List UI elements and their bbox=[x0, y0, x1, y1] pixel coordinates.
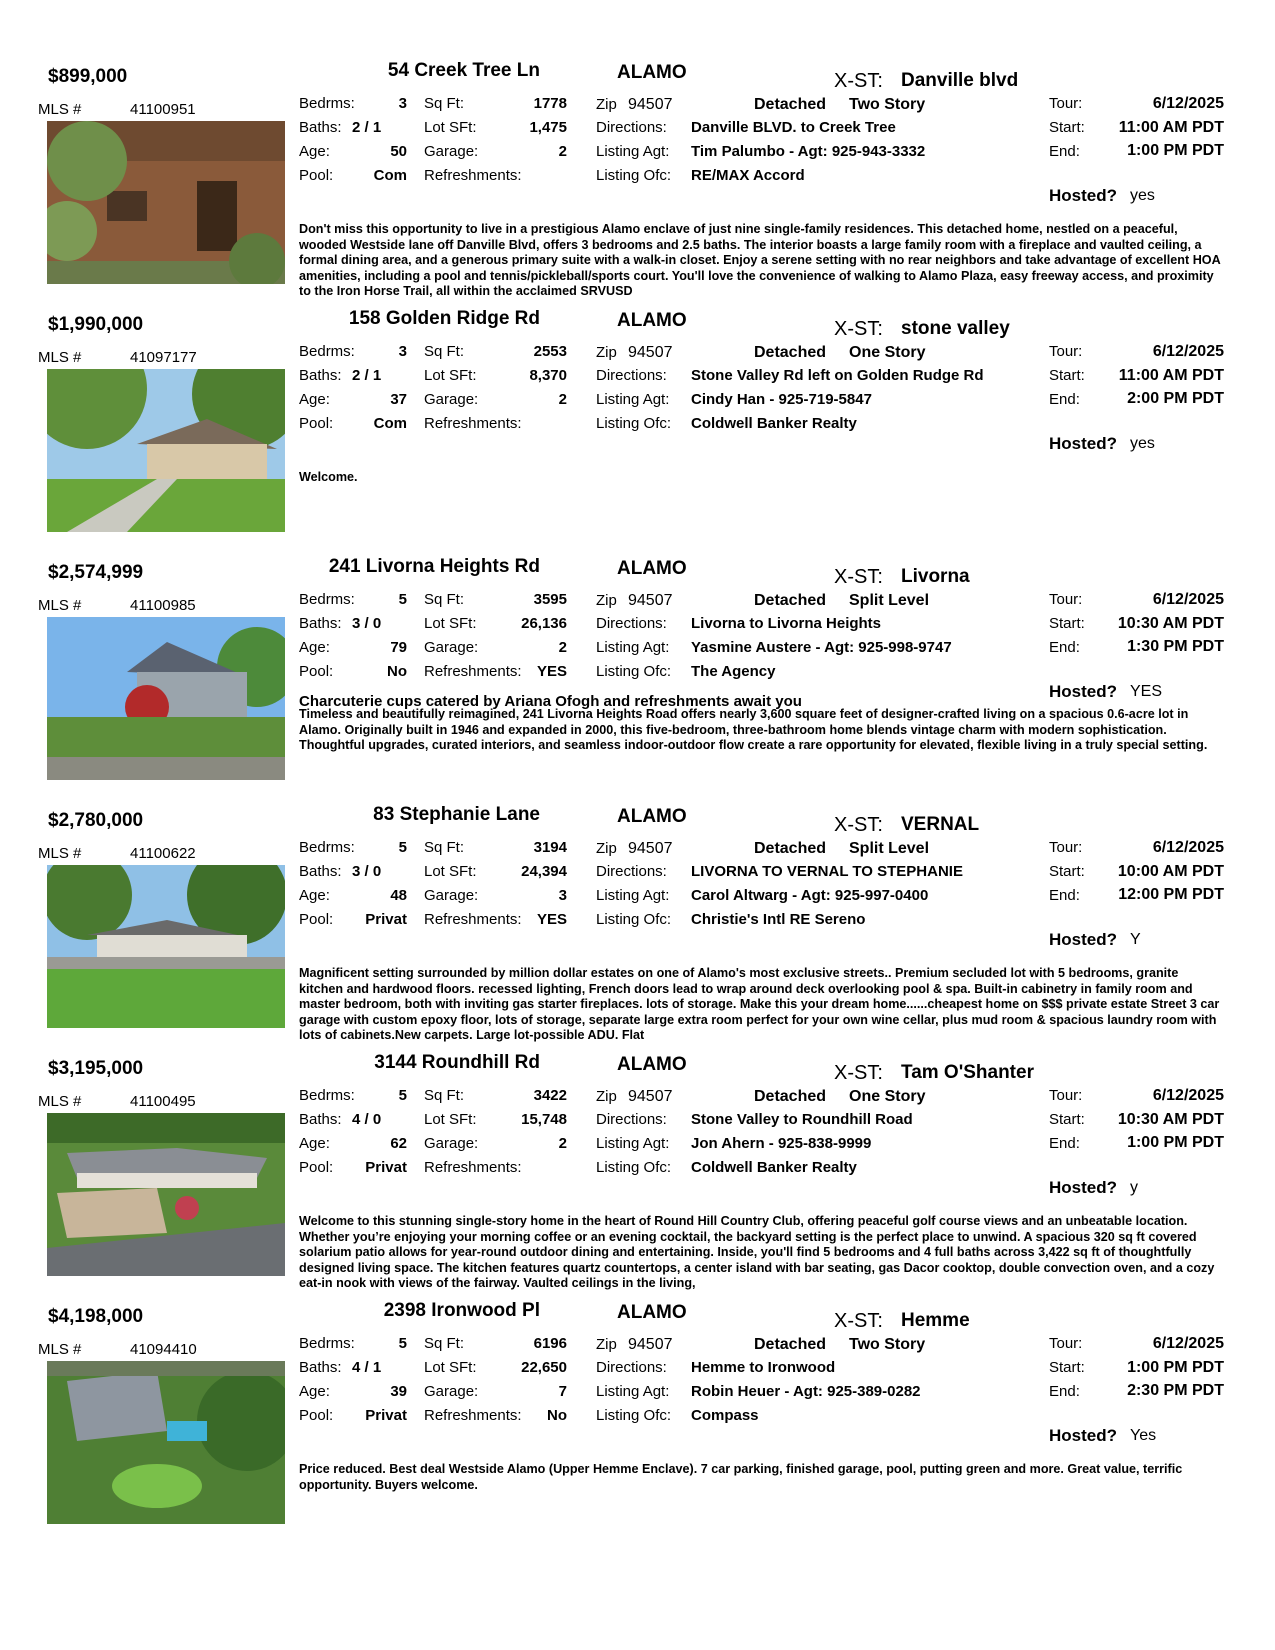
zip-label: Zip bbox=[596, 840, 617, 857]
tour-label: Tour: bbox=[1049, 95, 1083, 112]
property-style: Split Level bbox=[849, 592, 930, 609]
listing-card bbox=[0, 552, 1275, 812]
hosted-value: yes bbox=[1130, 187, 1155, 204]
hosted-label: Hosted? bbox=[1049, 1178, 1117, 1197]
hosted-label: Hosted? bbox=[1049, 186, 1117, 205]
lotsft-label: Lot SFt: bbox=[424, 119, 477, 136]
listing-office-value: The Agency bbox=[691, 663, 776, 680]
directions-value: Danville BLVD. to Creek Tree bbox=[691, 119, 896, 136]
bedrms-value: 5 bbox=[398, 839, 407, 856]
listing-agent-label: Listing Agt: bbox=[596, 391, 670, 408]
mls-number: 41100495 bbox=[130, 1093, 196, 1110]
listing-city: ALAMO bbox=[617, 62, 687, 83]
start-time: 11:00 AM PDT bbox=[1118, 367, 1224, 384]
bedrms-value: 5 bbox=[398, 591, 407, 608]
sqft-value: 3422 bbox=[533, 1087, 567, 1104]
hosted-value: Y bbox=[1130, 931, 1141, 948]
listing-photo-gray-house-red-tree-blue-sky bbox=[47, 617, 285, 780]
end-time: 1:30 PM PDT bbox=[1127, 638, 1224, 655]
zip-label: Zip bbox=[596, 344, 617, 361]
baths-value: 3 / 0 bbox=[352, 615, 382, 632]
listing-city: ALAMO bbox=[617, 806, 687, 827]
listing-address: 158 Golden Ridge Rd bbox=[348, 308, 540, 329]
listing-city: ALAMO bbox=[617, 558, 687, 579]
pool-label: Pool: bbox=[299, 1407, 334, 1424]
garage-value: 2 bbox=[558, 391, 567, 408]
listing-office-value: Christie's Intl RE Sereno bbox=[691, 911, 866, 928]
bedrms-label: Bedrms: bbox=[299, 95, 355, 112]
lotsft-value: 15,748 bbox=[521, 1111, 567, 1128]
start-time: 1:00 PM PDT bbox=[1127, 1359, 1224, 1376]
property-type: Detached bbox=[754, 1336, 827, 1353]
tour-date: 6/12/2025 bbox=[1152, 95, 1224, 112]
start-label: Start: bbox=[1049, 367, 1085, 384]
property-style: One Story bbox=[849, 344, 926, 361]
pool-label: Pool: bbox=[299, 1159, 334, 1176]
cross-street-value: Tam O'Shanter bbox=[901, 1062, 1034, 1083]
hosted-value: YES bbox=[1130, 683, 1163, 700]
sqft-value: 1778 bbox=[533, 95, 567, 112]
listing-card bbox=[0, 1048, 1275, 1308]
directions-label: Directions: bbox=[596, 615, 667, 632]
cross-street-label: X-ST: bbox=[834, 1062, 883, 1084]
mls-number: 41094410 bbox=[130, 1341, 197, 1358]
age-value: 50 bbox=[390, 143, 407, 160]
age-value: 79 bbox=[390, 639, 407, 656]
zip-value: 94507 bbox=[628, 344, 673, 361]
zip-value: 94507 bbox=[628, 1336, 673, 1353]
baths-label: Baths: bbox=[299, 1359, 342, 1376]
sqft-value: 2553 bbox=[533, 343, 567, 360]
mls-label: MLS # bbox=[38, 1093, 82, 1110]
age-value: 62 bbox=[390, 1135, 407, 1152]
bedrms-label: Bedrms: bbox=[299, 591, 355, 608]
tour-date: 6/12/2025 bbox=[1152, 343, 1224, 360]
listing-agent-label: Listing Agt: bbox=[596, 1135, 670, 1152]
baths-value: 3 / 0 bbox=[352, 863, 382, 880]
property-type: Detached bbox=[754, 592, 827, 609]
mls-label: MLS # bbox=[38, 1341, 82, 1358]
baths-value: 4 / 1 bbox=[352, 1359, 382, 1376]
listing-address: 83 Stephanie Lane bbox=[373, 804, 540, 825]
directions-label: Directions: bbox=[596, 1111, 667, 1128]
listing-description: Magnificent setting surrounded by million dollar estates on one of Alamo's most exclusive streets.. Premium secluded lot with 5 bedrooms, granite kitchen and hardwood floors. recessed lighting, French doors lead to wrap around deck overlooking pool & spa. Built-in cabinetry in family room and master bedroom, both with inviting gas starter fireplaces. lots of storage. Make this your dream home......cheapest home on $$$ private estate Street 3 car garage with custom epoxy floor, lots of storage, separate large extra room perfect for your own wine cellar, plus mud room & spacious laundry room with lots of cabinets.New carpets. Large lot-possible ADU. Flat bbox=[299, 966, 1220, 1043]
listing-city: ALAMO bbox=[617, 310, 687, 331]
directions-label: Directions: bbox=[596, 367, 667, 384]
end-label: End: bbox=[1049, 143, 1080, 160]
property-style: Two Story bbox=[849, 96, 926, 113]
lotsft-value: 24,394 bbox=[521, 863, 567, 880]
start-label: Start: bbox=[1049, 119, 1085, 136]
listing-description: Don't miss this opportunity to live in a prestigious Alamo enclave of just nine single-family residences. This detached home, nestled on a peaceful, wooded Westside lane off Danville Blvd, offers 3 bedrooms and 2.5 baths. The interior boasts a large family room with a fireplace and vaulted ceiling, a formal dining area, and a generous primary suite with a walk-in closet. Enjoy a serene setting with no rear neighbors and take advantage of excellent HOA amenities, including a pool and tennis/pickleball/sports court. You'll love the convenience of walking to Alamo Plaza, easy freeway access, and proximity to the Iron Horse Trail, all within the acclaimed SRVUSD bbox=[299, 222, 1221, 299]
pool-label: Pool: bbox=[299, 663, 334, 680]
listing-photo-aerial-estate-pool-putting-green bbox=[47, 1361, 285, 1524]
age-value: 48 bbox=[390, 887, 407, 904]
baths-label: Baths: bbox=[299, 615, 342, 632]
listing-price: $2,574,999 bbox=[48, 562, 144, 583]
property-type: Detached bbox=[754, 1088, 827, 1105]
garage-label: Garage: bbox=[424, 887, 479, 904]
start-time: 10:30 AM PDT bbox=[1117, 615, 1224, 632]
start-time: 11:00 AM PDT bbox=[1118, 119, 1224, 136]
zip-label: Zip bbox=[596, 96, 617, 113]
listing-office-label: Listing Ofc: bbox=[596, 911, 672, 928]
end-label: End: bbox=[1049, 1135, 1080, 1152]
garage-value: 2 bbox=[558, 1135, 567, 1152]
garage-value: 2 bbox=[558, 639, 567, 656]
pool-value: Privat bbox=[365, 1407, 407, 1424]
cross-street-label: X-ST: bbox=[834, 566, 883, 588]
cross-street-label: X-ST: bbox=[834, 1310, 883, 1332]
refreshments-label: Refreshments: bbox=[424, 911, 522, 928]
listing-agent-label: Listing Agt: bbox=[596, 143, 670, 160]
pool-value: No bbox=[387, 663, 407, 680]
tour-date: 6/12/2025 bbox=[1152, 839, 1224, 856]
directions-value: Hemme to Ironwood bbox=[691, 1359, 836, 1376]
listing-card bbox=[0, 800, 1275, 1060]
mls-number: 41100622 bbox=[130, 845, 196, 862]
refreshments-label: Refreshments: bbox=[424, 1159, 522, 1176]
refreshments-label: Refreshments: bbox=[424, 415, 522, 432]
listing-office-value: RE/MAX Accord bbox=[691, 167, 805, 184]
listing-address: 3144 Roundhill Rd bbox=[374, 1052, 540, 1073]
refreshments-label: Refreshments: bbox=[424, 663, 522, 680]
hosted-value: Yes bbox=[1130, 1427, 1157, 1444]
listing-agent-value: Tim Palumbo - Agt: 925-943-3332 bbox=[691, 143, 926, 160]
start-time: 10:30 AM PDT bbox=[1117, 1111, 1224, 1128]
bedrms-value: 3 bbox=[398, 95, 407, 112]
end-label: End: bbox=[1049, 887, 1080, 904]
end-label: End: bbox=[1049, 391, 1080, 408]
pool-label: Pool: bbox=[299, 415, 334, 432]
garage-value: 3 bbox=[558, 887, 567, 904]
directions-label: Directions: bbox=[596, 119, 667, 136]
listing-card bbox=[0, 304, 1275, 564]
garage-value: 7 bbox=[558, 1383, 567, 1400]
lotsft-label: Lot SFt: bbox=[424, 367, 477, 384]
lotsft-value: 22,650 bbox=[521, 1359, 567, 1376]
pool-label: Pool: bbox=[299, 167, 334, 184]
bedrms-label: Bedrms: bbox=[299, 1335, 355, 1352]
sqft-label: Sq Ft: bbox=[424, 1087, 465, 1104]
listing-office-label: Listing Ofc: bbox=[596, 1159, 672, 1176]
property-style: Two Story bbox=[849, 1336, 926, 1353]
age-value: 37 bbox=[390, 391, 407, 408]
directions-label: Directions: bbox=[596, 1359, 667, 1376]
sqft-label: Sq Ft: bbox=[424, 1335, 465, 1352]
lotsft-label: Lot SFt: bbox=[424, 1359, 477, 1376]
listing-photo-aerial-ranch-house-paver-driveway bbox=[47, 1113, 285, 1276]
zip-label: Zip bbox=[596, 1088, 617, 1105]
hosted-value: y bbox=[1130, 1179, 1138, 1196]
listing-description: Price reduced. Best deal Westside Alamo (Upper Hemme Enclave). 7 car parking, finished garage, pool, putting green and more. Great value, terrific opportunity. Buyers welcome. bbox=[299, 1462, 1183, 1492]
pool-value: Privat bbox=[365, 1159, 407, 1176]
pool-value: Privat bbox=[365, 911, 407, 928]
listing-city: ALAMO bbox=[617, 1302, 687, 1323]
property-style: Split Level bbox=[849, 840, 930, 857]
cross-street-value: Danville blvd bbox=[901, 70, 1019, 91]
listing-city: ALAMO bbox=[617, 1054, 687, 1075]
bedrms-label: Bedrms: bbox=[299, 839, 355, 856]
sqft-value: 6196 bbox=[533, 1335, 567, 1352]
tour-label: Tour: bbox=[1049, 1087, 1083, 1104]
end-label: End: bbox=[1049, 639, 1080, 656]
sqft-label: Sq Ft: bbox=[424, 95, 465, 112]
baths-value: 4 / 0 bbox=[352, 1111, 382, 1128]
sqft-label: Sq Ft: bbox=[424, 591, 465, 608]
age-label: Age: bbox=[299, 143, 330, 160]
listing-description: Welcome. bbox=[299, 470, 358, 484]
zip-value: 94507 bbox=[628, 1088, 673, 1105]
start-label: Start: bbox=[1049, 615, 1085, 632]
bedrms-label: Bedrms: bbox=[299, 343, 355, 360]
mls-number: 41100951 bbox=[130, 101, 196, 118]
end-time: 1:00 PM PDT bbox=[1127, 142, 1224, 159]
listing-price: $899,000 bbox=[48, 66, 128, 87]
listing-price: $1,990,000 bbox=[48, 314, 144, 335]
listing-photo-ranch-house-large-lawn bbox=[47, 865, 285, 1028]
listing-price: $4,198,000 bbox=[48, 1306, 144, 1327]
tour-label: Tour: bbox=[1049, 343, 1083, 360]
mls-label: MLS # bbox=[38, 845, 82, 862]
age-label: Age: bbox=[299, 391, 330, 408]
listing-office-label: Listing Ofc: bbox=[596, 1407, 672, 1424]
baths-value: 2 / 1 bbox=[352, 119, 382, 136]
zip-value: 94507 bbox=[628, 592, 673, 609]
age-label: Age: bbox=[299, 887, 330, 904]
listing-agent-value: Cindy Han - 925-719-5847 bbox=[691, 391, 872, 408]
bedrms-value: 5 bbox=[398, 1335, 407, 1352]
cross-street-label: X-ST: bbox=[834, 814, 883, 836]
listing-note: Charcuterie cups catered by Ariana Ofogh and refreshments await you bbox=[299, 693, 802, 710]
cross-street-value: VERNAL bbox=[901, 814, 980, 835]
cross-street-value: Hemme bbox=[901, 1310, 970, 1331]
cross-street-label: X-ST: bbox=[834, 70, 883, 92]
sqft-label: Sq Ft: bbox=[424, 839, 465, 856]
listing-address: 2398 Ironwood Pl bbox=[383, 1300, 540, 1321]
bedrms-value: 3 bbox=[398, 343, 407, 360]
hosted-label: Hosted? bbox=[1049, 1426, 1117, 1445]
listing-photo-house-wood-siding-with-vines bbox=[47, 121, 285, 284]
baths-label: Baths: bbox=[299, 119, 342, 136]
baths-label: Baths: bbox=[299, 863, 342, 880]
cross-street-value: stone valley bbox=[901, 318, 1010, 339]
listing-agent-value: Jon Ahern - 925-838-9999 bbox=[691, 1135, 872, 1152]
end-time: 2:30 PM PDT bbox=[1127, 1382, 1224, 1399]
zip-value: 94507 bbox=[628, 840, 673, 857]
listing-card bbox=[0, 1296, 1275, 1556]
garage-label: Garage: bbox=[424, 391, 479, 408]
start-label: Start: bbox=[1049, 863, 1085, 880]
mls-label: MLS # bbox=[38, 349, 82, 366]
refreshments-label: Refreshments: bbox=[424, 167, 522, 184]
lotsft-label: Lot SFt: bbox=[424, 615, 477, 632]
start-label: Start: bbox=[1049, 1111, 1085, 1128]
listing-card bbox=[0, 56, 1275, 316]
listing-office-value: Coldwell Banker Realty bbox=[691, 415, 857, 432]
baths-label: Baths: bbox=[299, 1111, 342, 1128]
listing-description: Timeless and beautifully reimagined, 241 Livorna Heights Road offers nearly 3,600 square feet of designer-crafted living on a spacious 0.6-acre lot in Alamo. Originally built in 1946 and expanded in 2000, this five-bedroom, three-bathroom home blends vintage charm with modern sophistication. Thoughtful upgrades, curated interiors, and seamless indoor-outdoor flow create a rare opportunity for elevated, flexible living in a truly special setting. bbox=[299, 707, 1208, 753]
pool-value: Com bbox=[373, 415, 407, 432]
hosted-label: Hosted? bbox=[1049, 930, 1117, 949]
listing-photo-single-story-house-lawn-trees bbox=[47, 369, 285, 532]
tour-label: Tour: bbox=[1049, 1335, 1083, 1352]
hosted-label: Hosted? bbox=[1049, 434, 1117, 453]
baths-value: 2 / 1 bbox=[352, 367, 382, 384]
garage-label: Garage: bbox=[424, 1135, 479, 1152]
cross-street-value: Livorna bbox=[901, 566, 970, 587]
directions-value: Livorna to Livorna Heights bbox=[691, 615, 882, 632]
lotsft-label: Lot SFt: bbox=[424, 1111, 477, 1128]
listing-address: 241 Livorna Heights Rd bbox=[328, 556, 540, 577]
lotsft-value: 1,475 bbox=[529, 119, 567, 136]
age-value: 39 bbox=[390, 1383, 407, 1400]
bedrms-value: 5 bbox=[398, 1087, 407, 1104]
mls-label: MLS # bbox=[38, 101, 82, 118]
mls-number: 41100985 bbox=[130, 597, 196, 614]
refreshments-value: No bbox=[547, 1407, 567, 1424]
pool-label: Pool: bbox=[299, 911, 334, 928]
bedrms-label: Bedrms: bbox=[299, 1087, 355, 1104]
end-time: 12:00 PM PDT bbox=[1118, 886, 1224, 903]
listing-agent-label: Listing Agt: bbox=[596, 887, 670, 904]
lotsft-value: 8,370 bbox=[529, 367, 567, 384]
end-label: End: bbox=[1049, 1383, 1080, 1400]
listing-agent-value: Robin Heuer - Agt: 925-389-0282 bbox=[691, 1383, 921, 1400]
start-time: 10:00 AM PDT bbox=[1117, 863, 1224, 880]
tour-date: 6/12/2025 bbox=[1152, 1087, 1224, 1104]
directions-label: Directions: bbox=[596, 863, 667, 880]
pool-value: Com bbox=[373, 167, 407, 184]
garage-value: 2 bbox=[558, 143, 567, 160]
mls-label: MLS # bbox=[38, 597, 82, 614]
sqft-value: 3194 bbox=[533, 839, 567, 856]
directions-value: LIVORNA TO VERNAL TO STEPHANIE bbox=[691, 863, 963, 880]
listing-agent-value: Carol Altwarg - Agt: 925-997-0400 bbox=[691, 887, 929, 904]
tour-label: Tour: bbox=[1049, 591, 1083, 608]
property-type: Detached bbox=[754, 840, 827, 857]
listing-office-label: Listing Ofc: bbox=[596, 415, 672, 432]
listing-price: $3,195,000 bbox=[48, 1058, 144, 1079]
lotsft-label: Lot SFt: bbox=[424, 863, 477, 880]
tour-date: 6/12/2025 bbox=[1152, 591, 1224, 608]
mls-number: 41097177 bbox=[130, 349, 197, 366]
hosted-label: Hosted? bbox=[1049, 682, 1117, 701]
listing-office-value: Compass bbox=[691, 1407, 759, 1424]
listing-price: $2,780,000 bbox=[48, 810, 144, 831]
baths-label: Baths: bbox=[299, 367, 342, 384]
age-label: Age: bbox=[299, 1383, 330, 1400]
listing-office-value: Coldwell Banker Realty bbox=[691, 1159, 857, 1176]
end-time: 2:00 PM PDT bbox=[1127, 390, 1224, 407]
refreshments-label: Refreshments: bbox=[424, 1407, 522, 1424]
property-style: One Story bbox=[849, 1088, 926, 1105]
age-label: Age: bbox=[299, 1135, 330, 1152]
tour-date: 6/12/2025 bbox=[1152, 1335, 1224, 1352]
tour-label: Tour: bbox=[1049, 839, 1083, 856]
listing-address: 54 Creek Tree Ln bbox=[387, 60, 540, 81]
property-type: Detached bbox=[754, 96, 827, 113]
garage-label: Garage: bbox=[424, 639, 479, 656]
hosted-value: yes bbox=[1130, 435, 1155, 452]
zip-label: Zip bbox=[596, 592, 617, 609]
sqft-value: 3595 bbox=[533, 591, 567, 608]
end-time: 1:00 PM PDT bbox=[1127, 1134, 1224, 1151]
refreshments-value: YES bbox=[536, 663, 567, 680]
garage-label: Garage: bbox=[424, 143, 479, 160]
refreshments-value: YES bbox=[536, 911, 567, 928]
lotsft-value: 26,136 bbox=[521, 615, 567, 632]
directions-value: Stone Valley to Roundhill Road bbox=[691, 1111, 913, 1128]
directions-value: Stone Valley Rd left on Golden Rudge Rd bbox=[691, 367, 984, 384]
listing-agent-value: Yasmine Austere - Agt: 925-998-9747 bbox=[691, 639, 952, 656]
listing-agent-label: Listing Agt: bbox=[596, 1383, 670, 1400]
listing-agent-label: Listing Agt: bbox=[596, 639, 670, 656]
listing-description: Welcome to this stunning single-story home in the heart of Round Hill Country Club, offering peaceful golf course views and an unbeatable location. Whether you’re enjoying your morning coffee or an evening cocktail, the backyard setting is the perfect place to unwind. A spacious 320 sq ft covered solarium patio allows for year-round outdoor dining and entertaining. Inside, you'll find 5 bedrooms and 4 full baths across 3,422 sq ft of thoughtfully designed living space. The kitchen features quartz countertops, a center island with bar seating, gas Dacor cooktop, double convection oven, and a cozy eat-in nook with views of the fairway. Vaulted ceilings in the living, bbox=[299, 1214, 1215, 1291]
garage-label: Garage: bbox=[424, 1383, 479, 1400]
start-label: Start: bbox=[1049, 1359, 1085, 1376]
listing-office-label: Listing Ofc: bbox=[596, 167, 672, 184]
zip-label: Zip bbox=[596, 1336, 617, 1353]
sqft-label: Sq Ft: bbox=[424, 343, 465, 360]
age-label: Age: bbox=[299, 639, 330, 656]
zip-value: 94507 bbox=[628, 96, 673, 113]
cross-street-label: X-ST: bbox=[834, 318, 883, 340]
property-type: Detached bbox=[754, 344, 827, 361]
listing-office-label: Listing Ofc: bbox=[596, 663, 672, 680]
